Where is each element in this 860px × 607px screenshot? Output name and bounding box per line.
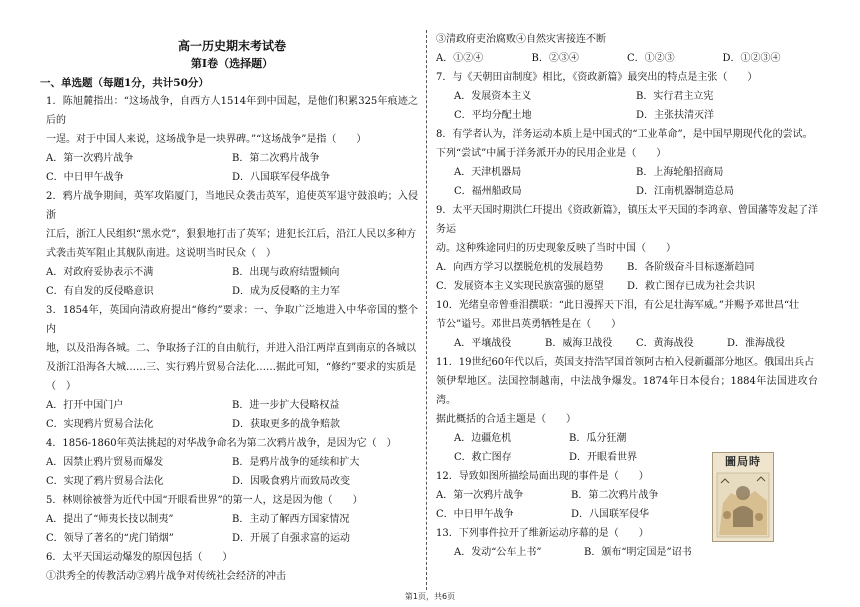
option-a: A．对政府妥协表示不满 (46, 267, 154, 278)
option-b: B．威海卫战役 (545, 338, 613, 349)
question-6-stem-3: ③清政府吏治腐败④自然灾害接连不断 (436, 34, 606, 45)
question-3 (46, 301, 418, 434)
option-d: D．江南机器制造总局 (636, 186, 735, 197)
option-c: C．黄海战役 (636, 338, 694, 349)
section-heading: 一、单选题（每题1分，共计50分） (40, 77, 209, 89)
option-c: C．中日甲午战争 (436, 509, 514, 520)
page-footer: 第1页，共6页 (404, 592, 456, 601)
option-a: A．向西方学习以摆脱危机的发展趋势 (436, 262, 604, 273)
question-6-stem-2: ①洪秀全的传教活动②鸦片战争对传统社会经济的冲击 (46, 571, 286, 582)
option-b: B．各阶级奋斗目标逐渐趋同 (627, 262, 755, 273)
option-c: C．实现鸦片贸易合法化 (46, 419, 154, 430)
question-10-stem-2: 节公”谥号。邓世昌英勇牺牲是在（ ） (436, 319, 622, 330)
question-1-stem-1: 1．陈旭麓指出：“这场战争，自西方人1514年到中国起，是他们积累325年痕迹之后的 (46, 96, 418, 126)
option-a: A．第一次鸦片战争 (436, 490, 524, 501)
question-2 (46, 187, 418, 301)
question-8-stem-1: 8．有学者认为，洋务运动本质上是中国式的“工业革命”，是中国早期现代化的尝试。 (436, 129, 813, 140)
option-d: D．成为反侵略的主力军 (232, 286, 341, 297)
question-6 (46, 548, 418, 586)
option-a: A．天津机器局 (454, 167, 522, 178)
question-6-stem-1: 6．太平天国运动爆发的原因包括（ ） (46, 552, 233, 563)
option-a: A．发展资本主义 (454, 91, 532, 102)
question-5 (46, 491, 418, 548)
option-c: C．有自发的反侵略意识 (46, 286, 154, 297)
question-10-stem-1: 10．光绪皇帝曾垂泪撰联：“此日漫挥天下泪，有公足壮海军威。”并赐予邓世昌“壮 (436, 300, 800, 311)
option-a: A．打开中国门户 (46, 400, 124, 411)
option-c: C．发展资本主义实现民族富强的愿望 (436, 281, 604, 292)
option-a: A．①②④ (436, 53, 484, 64)
option-b: B．上海轮船招商局 (636, 167, 724, 178)
option-c: C．实现了鸦片贸易合法化 (46, 476, 164, 487)
option-b: B．是鸦片战争的延续和扩大 (232, 457, 360, 468)
question-13-stem-1: 13．下列事件拉开了维新运动序幕的是（ ） (436, 528, 649, 539)
question-4-stem-1: 4．1856-1860年英法挑起的对华战争命名为第二次鸦片战争，是因为它（ ） (46, 438, 397, 449)
question-5-stem-1: 5．林则徐被誉为近代中国“开眼看世界”的第一人，这是因为他（ ） (46, 495, 363, 506)
option-b: B．主动了解西方国家情况 (232, 514, 350, 525)
option-d: D．八国联军侵华战争 (232, 172, 331, 183)
option-a: A．因禁止鸦片贸易而爆发 (46, 457, 164, 468)
option-a: A．边疆危机 (454, 433, 512, 444)
option-c: C．福州船政局 (454, 186, 522, 197)
part-title: 第Ⅰ卷（选择题） (190, 57, 274, 70)
question-3-stem-3: 及浙江沿海各大城……三、实行鸦片贸易合法化……据此可知，“修约”要求的实质是 (46, 362, 417, 373)
question-8 (436, 125, 818, 201)
option-b: B．出现与政府结盟倾向 (232, 267, 340, 278)
option-b: B．瓜分狂潮 (569, 433, 627, 444)
option-b: B．第二次鸦片战争 (571, 490, 659, 501)
question-11-stem-1: 11．19世纪60年代以后，英国支持浩罕国首领阿古柏入侵新疆部分地区。俄国出兵占 (436, 357, 815, 368)
question-3-stem-1: 3．1854年，英国向清政府提出“修约”要求：一、争取广泛地进入中华帝国的整个内 (46, 305, 418, 335)
option-d: D．因吸食鸦片而致局改变 (232, 476, 351, 487)
question-11 (436, 353, 818, 467)
question-3-stem-4: （ ） (46, 381, 76, 392)
option-a: A．发动“公车上书” (454, 547, 542, 558)
option-d: D．开展了自强求富的运动 (232, 533, 351, 544)
option-c: C．领导了著名的“虎门销烟” (46, 533, 174, 544)
historical-cartoon-image (712, 452, 774, 542)
question-2-stem-1: 2．鸦片战争期间，英军攻陷厦门，当地民众袭击英军，追使英军退守鼓浪屿；入侵浙 (46, 191, 418, 221)
question-4 (46, 434, 418, 491)
cartoon-caption: 圖局時 (725, 455, 761, 468)
question-2-stem-3: 式袭击英军阻止其舰队南进。这说明当时民众（ ） (46, 248, 276, 259)
option-c: C．救亡图存 (454, 452, 512, 463)
option-a: A．提出了“师夷长技以制夷” (46, 514, 174, 525)
question-6-continued (436, 30, 818, 68)
option-a: A．平壤战役 (454, 338, 512, 349)
option-d: D．救亡图存已成为社会共识 (627, 281, 756, 292)
question-11-stem-3: 据此概括的合适主题是（ ） (436, 414, 576, 425)
question-12-stem-1: 12．导致如图所描绘局面出现的事件是（ ） (436, 471, 649, 482)
option-d: D．①②③④ (722, 53, 781, 64)
option-b: B．②③④ (531, 53, 579, 64)
option-c: C．①②③ (627, 53, 675, 64)
option-c: C．平均分配土地 (454, 110, 532, 121)
question-9-stem-2: 动。这种殊途同归的历史现象反映了当时中国（ ） (436, 243, 676, 254)
option-b: B．实行君主立宪 (636, 91, 714, 102)
question-1-stem-2: 一逞。对于中国人来说，这场战争是一块界碑。”“这场战争”是指（ ） (46, 134, 367, 145)
option-d: D．获取更多的战争赔款 (232, 419, 341, 430)
exam-title: 高一历史期末考试卷 (177, 39, 286, 53)
question-3-stem-2: 地，以及沿海各城。二、争取扬子江的自由航行，并进入沿江两岸直到南京的各城以 (46, 343, 416, 354)
option-b: B．进一步扩大侵略权益 (232, 400, 340, 411)
question-8-stem-2: 下列“尝试”中属于洋务派开办的民用企业是（ ） (436, 148, 667, 159)
question-1 (46, 92, 418, 187)
option-b: B．第二次鸦片战争 (232, 153, 320, 164)
left-column (40, 38, 418, 586)
cartoon-illustration (713, 453, 773, 541)
option-c: C．中日甲午战争 (46, 172, 124, 183)
option-d: D．开眼看世界 (569, 452, 638, 463)
question-7-stem-1: 7．与《天朝田亩制度》相比，《资政新篇》最突出的特点是主张（ ） (436, 72, 758, 83)
question-2-stem-2: 江后，浙江人民组织“黑水党”，狠狠地打击了英军；进犯长江后，沿江人民以多种方 (46, 229, 417, 240)
option-b: B．颁布“明定国是”诏书 (584, 547, 692, 558)
question-9-stem-1: 9．太平天国时期洪仁玕提出《资政新篇》，镇压太平天国的李鸿章、曾国藩等发起了洋务运 (436, 205, 818, 235)
question-10 (436, 296, 818, 353)
question-7 (436, 68, 818, 125)
option-d: D．主张扶清灭洋 (636, 110, 715, 121)
question-9 (436, 201, 818, 296)
option-d: D．淮海战役 (727, 338, 786, 349)
question-11-stem-2: 领伊犁地区。法国控制越南，中法战争爆发。1874年日本侵台；1884年法国进攻台湾。 (436, 376, 818, 406)
column-divider (426, 30, 427, 590)
option-d: D．八国联军侵华 (571, 509, 650, 520)
option-a: A．第一次鸦片战争 (46, 153, 134, 164)
